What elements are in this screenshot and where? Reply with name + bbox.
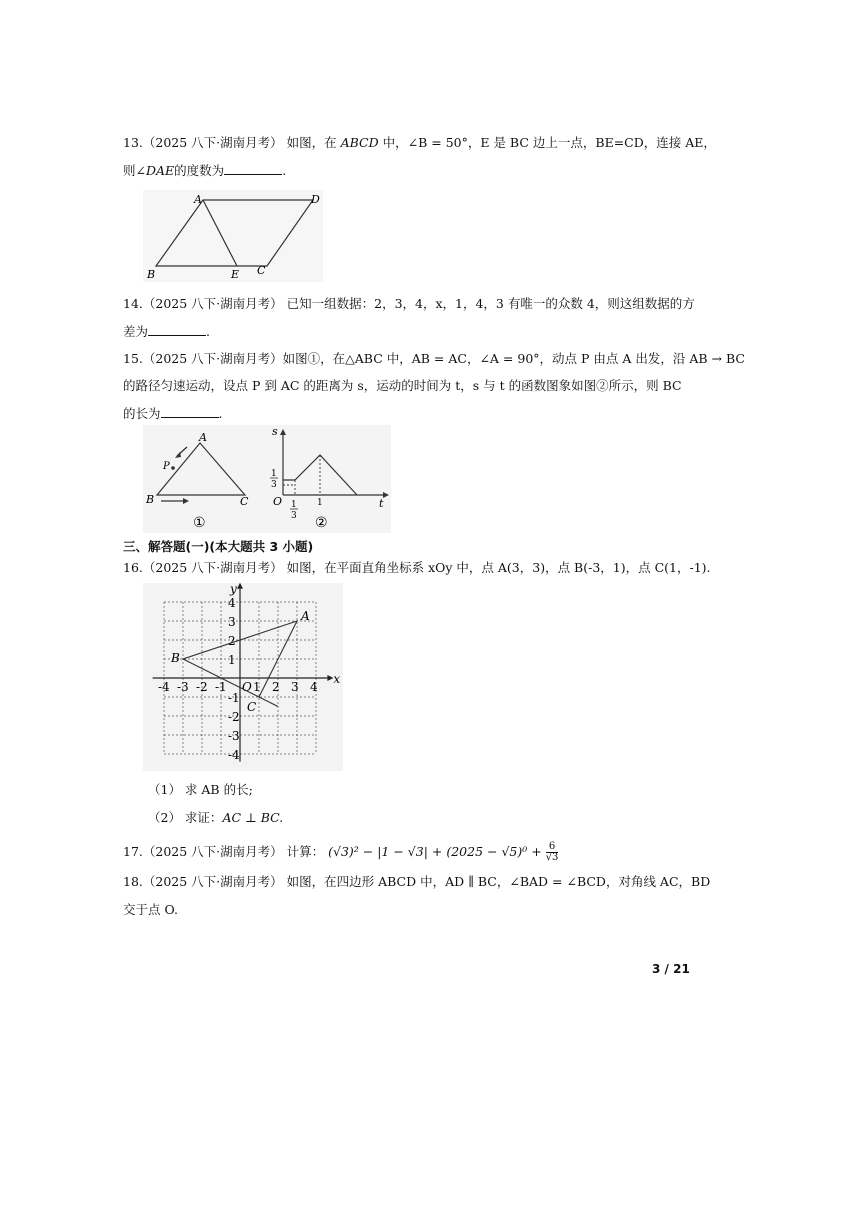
q15-line3: 的长为 . [123, 406, 223, 421]
q13-parallelogram-name: ABCD [340, 135, 379, 150]
x-tick-label: -1 [215, 680, 227, 694]
x-tick-label: 4 [310, 680, 318, 694]
x-axis-label: x [333, 672, 341, 686]
label-a: A [199, 431, 207, 444]
label-p: P [163, 461, 170, 472]
label-a: A [194, 193, 202, 206]
q13-line1: 13.（2025 八下·湖南月考） 如图，在 ABCD 中，∠B = 50°，E 是 BC 边上一点，BE=CD，连接 AE， [123, 135, 716, 150]
point-label-a: A [301, 609, 310, 623]
page-number: 3 / 21 [652, 962, 690, 976]
label-c: C [257, 264, 266, 277]
q16-coordinate-grid [143, 583, 343, 771]
figure-2-number: ② [315, 515, 328, 531]
y-tick-label: 2 [228, 634, 236, 648]
label-b: B [147, 268, 156, 281]
q14-line1: 14.（2025 八下·湖南月考） 已知一组数据：2，3，4，x，1，4，3 有唯一的众数 4，则这组数据的方 [123, 296, 695, 311]
q13-line2: 则∠DAE的度数为 . [123, 163, 287, 178]
q17-line: 17.（2025 八下·湖南月考） 计算： (√3)² − |1 − √3| + (2025 − √5)⁰ + $\frac{6}{√3}$ [123, 841, 559, 863]
q18-line1: 18.（2025 八下·湖南月考） 如图，在四边形 ABCD 中，AD ∥ BC，∠BAD = ∠BCD，对角线 AC，BD [123, 874, 711, 889]
q16-line1: 16.（2025 八下·湖南月考） 如图，在平面直角坐标系 xOy 中，点 A(3，3)，点 B(-3，1)，点 C(1，-1). [123, 560, 711, 575]
x-tick-label: -3 [177, 680, 189, 694]
q17-expression: (√3)² − |1 − √3| + (2025 − √5)⁰ + [328, 844, 546, 859]
y-tick-label: 1 [228, 653, 236, 667]
figure-1-number: ① [193, 515, 206, 531]
point-label-c: C [247, 700, 257, 714]
x-tick-label: 2 [272, 680, 280, 694]
q14-line2: 差为 . [123, 324, 210, 339]
q13-answer-blank [224, 162, 282, 175]
q17-fraction: $\frac{6}{√3}$ [545, 841, 559, 863]
label-d: D [311, 193, 320, 206]
x-tick-label: -2 [196, 680, 208, 694]
y-tick-numerator: 1 [271, 469, 277, 479]
axis-label-s: s [272, 425, 278, 438]
q18-line2: 交于点 O. [123, 902, 178, 917]
grid-background [143, 583, 343, 771]
x-tick-denominator: 3 [291, 511, 297, 521]
y-axis-label: y [230, 583, 237, 596]
q16-sub1: （1） 求 AB 的长; [148, 782, 253, 797]
q15-line2: 的路径匀速运动，设点 P 到 AC 的距离为 s，运动的时间为 t，s 与 t 的函数图象如图②所示，则 BC [123, 378, 682, 393]
x-tick-label: O [242, 680, 252, 694]
section-heading: 三、解答题(一)(本大题共 3 小题) [123, 539, 314, 554]
q13-parallelogram-figure [143, 190, 323, 282]
x-tick-label: 1 [253, 680, 261, 694]
point-label-b: B [171, 651, 180, 665]
axis-label-t: t [379, 497, 384, 510]
x-tick-label: -4 [158, 680, 170, 694]
y-tick-label: -4 [228, 748, 240, 762]
q15-line1: 15.（2025 八下·湖南月考）如图①，在△ABC 中，AB = AC，∠A = 90°，动点 P 由点 A 出发，沿 AB → BC [123, 351, 745, 366]
q14-answer-blank [148, 323, 206, 336]
x-tick-label: 3 [291, 680, 299, 694]
y-tick-label: -3 [228, 729, 240, 743]
y-tick-label: -2 [228, 710, 240, 724]
q15-figures [143, 425, 391, 533]
origin-label: O [273, 495, 283, 508]
label-e: E [231, 268, 240, 281]
label-b: B [146, 493, 155, 506]
y-tick-label: -1 [228, 691, 240, 705]
x-tick-numerator: 1 [291, 500, 297, 510]
q16-sub2: （2） 求证：AC ⊥ BC. [148, 810, 284, 825]
y-tick-label: 3 [228, 615, 236, 629]
x-tick-one: 1 [317, 498, 323, 508]
y-tick-denominator: 3 [271, 480, 277, 490]
y-tick-label: 4 [228, 596, 236, 610]
q15-answer-blank [161, 405, 219, 418]
label-c: C [240, 495, 249, 508]
